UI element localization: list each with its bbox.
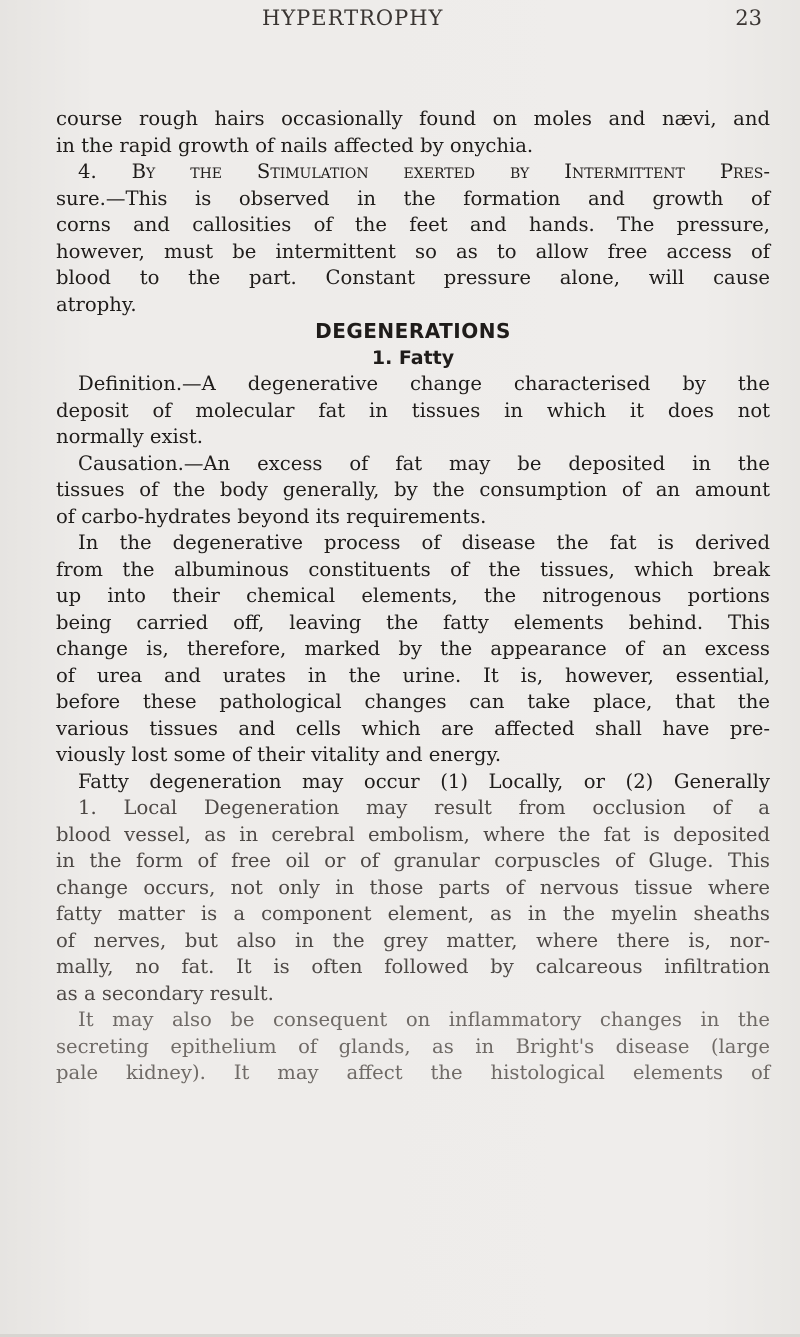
text-line: 1. Local Degeneration may result from occlusion of a [78, 796, 770, 819]
text-line: viously lost some of their vitality and energy. [56, 743, 502, 766]
text-line: mally, no fat. It is often followed by calcareous infiltration [56, 955, 770, 978]
text-line: in the rapid growth of nails affected by onychia. [56, 133, 534, 157]
text-line: before these pathological changes can take place, that the [56, 690, 770, 713]
text-line: DEGENERATIONS [315, 319, 511, 343]
text-line: blood vessel, as in cerebral embolism, where the fat is deposited [56, 822, 770, 846]
text-line: Causation.—An excess of fat may be deposited in the [78, 451, 770, 475]
text-line: course rough hairs occasionally found on moles and nævi, and [56, 107, 770, 130]
text-line: blood to the part. Constant pressure alone, will cause [56, 266, 770, 289]
text-line: however, must be intermittent so as to allow free access of [56, 239, 770, 263]
text-line: pale kidney). It may affect the histological elements of [56, 1061, 770, 1084]
text-line: of nerves, but also in the grey matter, where there is, nor- [56, 928, 770, 952]
text-line: tissues of the body generally, by the consumption of an amount [56, 478, 770, 501]
text-line: various tissues and cells which are affected shall have pre- [56, 716, 770, 740]
text-line: Fatty degeneration may occur (1) Locally, or (2) Generally [78, 769, 770, 793]
text-line: fatty matter is a component element, as in the myelin sheaths [56, 902, 770, 925]
text-line: being carried off, leaving the fatty elements behind. This [56, 610, 770, 634]
text-line: Definition.—A degenerative change characterised by the [78, 372, 770, 395]
text-line: change is, therefore, marked by the appearance of an excess [56, 637, 770, 660]
page-header [0, 4, 800, 32]
page-number: 23 [735, 6, 762, 30]
text-line: up into their chemical elements, the nitrogenous portions [56, 584, 770, 607]
text-line: 1. Fatty [371, 346, 455, 369]
text-line: change occurs, not only in those parts of nervous tissue where [56, 875, 770, 899]
text-line: normally exist. [56, 425, 203, 448]
text-line: as a secondary result. [56, 981, 274, 1005]
text-line: secreting epithelium of glands, as in Bright's disease (large [56, 1034, 770, 1058]
text-line: corns and callosities of the feet and hands. The pressure, [56, 213, 770, 236]
text-line: from the albuminous constituents of the tissues, which break [56, 557, 770, 581]
text-line: deposit of molecular fat in tissues in which it does not [56, 398, 770, 422]
text-line: It may also be consequent on inflammatory changes in the [78, 1008, 770, 1031]
text-line: of carbo-hydrates beyond its requirements. [56, 504, 487, 528]
running-head: HYPERTROPHY [262, 6, 444, 30]
text-line: atrophy. [56, 292, 137, 316]
text-line: sure.—This is observed in the formation and growth of [56, 186, 770, 210]
body-text [56, 106, 770, 1087]
text-line: of urea and urates in the urine. It is, however, essential, [56, 663, 770, 687]
text-line: 4. By the Stimulation exerted by Intermittent Pres- [78, 160, 770, 183]
text-line: in the form of free oil or of granular corpuscles of Gluge. This [56, 849, 770, 872]
text-line: In the degenerative process of disease the fat is derived [78, 531, 770, 554]
